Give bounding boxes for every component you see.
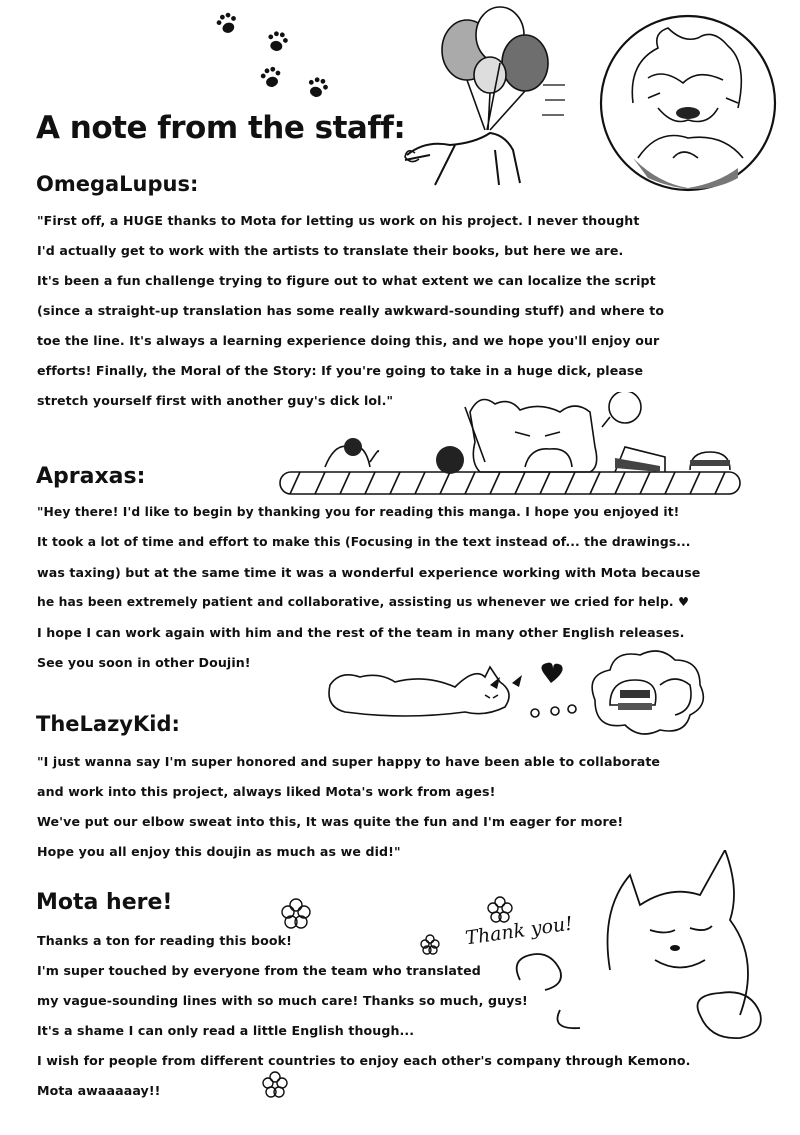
mota-line: my vague-sounding lines with so much care! Thanks so much, guys! <box>37 993 528 1008</box>
thelazykid-line: We've put our elbow sweat into this, It was quite the fun and I'm eager for more! <box>37 814 624 829</box>
apraxas-line: was taxing) but at the same time it was a wonderful experience working with Mota because <box>37 565 701 580</box>
portrait-illustration <box>588 8 788 198</box>
apraxas-line: "Hey there! I'd like to begin by thanking you for reading this manga. I hope you enjoyed it! <box>37 505 680 519</box>
section-author-thelazykid: TheLazyKid: <box>36 712 180 736</box>
omegalupus-line: toe the line. It's always a learning experience doing this, and we hope you'll enjoy our <box>37 333 660 348</box>
omegalupus-line: efforts! Finally, the Moral of the Story: If you're going to take in a huge dick, please <box>37 363 644 378</box>
thank-you-text: Thank you! <box>463 912 575 950</box>
mota-line: I'm super touched by everyone from the team who translated <box>37 963 481 978</box>
mota-line: It's a shame I can only read a little English though... <box>37 1023 415 1038</box>
balloon-wolf-illustration <box>395 5 575 200</box>
omegalupus-line: (since a straight-up translation has some really awkward-sounding stuff) and where to <box>37 303 665 318</box>
mota-line: Mota awaaaaay!! <box>37 1083 161 1098</box>
apraxas-line: It took a lot of time and effort to make this (Focusing in the text instead of... the drawings... <box>37 535 691 549</box>
omegalupus-line: stretch yourself first with another guy's dick lol." <box>37 393 394 408</box>
section-author-omegalupus: OmegaLupus: <box>36 172 199 196</box>
conveyor-cat-illustration <box>270 392 750 512</box>
thelazykid-line: "I just wanna say I'm super honored and super happy to have been able to collaborate <box>37 754 661 769</box>
thelazykid-line: and work into this project, always liked Mota's work from ages! <box>37 784 496 799</box>
apraxas-line: See you soon in other Doujin! <box>37 655 251 670</box>
lazy-cat-illustration <box>320 645 730 745</box>
omegalupus-line: I'd actually get to work with the artists to translate their books, but here we are. <box>37 243 624 258</box>
thelazykid-line: Hope you all enjoy this doujin as much as we did!" <box>37 844 401 859</box>
flower-doodle-icon <box>258 1068 292 1102</box>
flower-doodle-icon <box>278 896 314 932</box>
apraxas-line: he has been extremely patient and collaborative, assisting us whenever we cried for help. ♥ <box>37 595 690 609</box>
omegalupus-line: "First off, a HUGE thanks to Mota for letting us work on his project. I never thought <box>37 213 640 228</box>
section-author-apraxas: Apraxas: <box>36 464 146 489</box>
page-title: A note from the staff: <box>36 110 406 146</box>
section-author-mota: Mota here! <box>36 890 173 915</box>
paw-prints-illustration <box>205 8 335 103</box>
omegalupus-line: It's been a fun challenge trying to figure out to what extent we can localize the script <box>37 273 656 288</box>
mota-line: Thanks a ton for reading this book! <box>37 933 292 948</box>
mota-line: I wish for people from different countries to enjoy each other's company through Kemono. <box>37 1053 691 1068</box>
thank-you-wolf-illustration <box>410 850 795 1050</box>
apraxas-line: I hope I can work again with him and the rest of the team in many other English releases. <box>37 625 685 640</box>
